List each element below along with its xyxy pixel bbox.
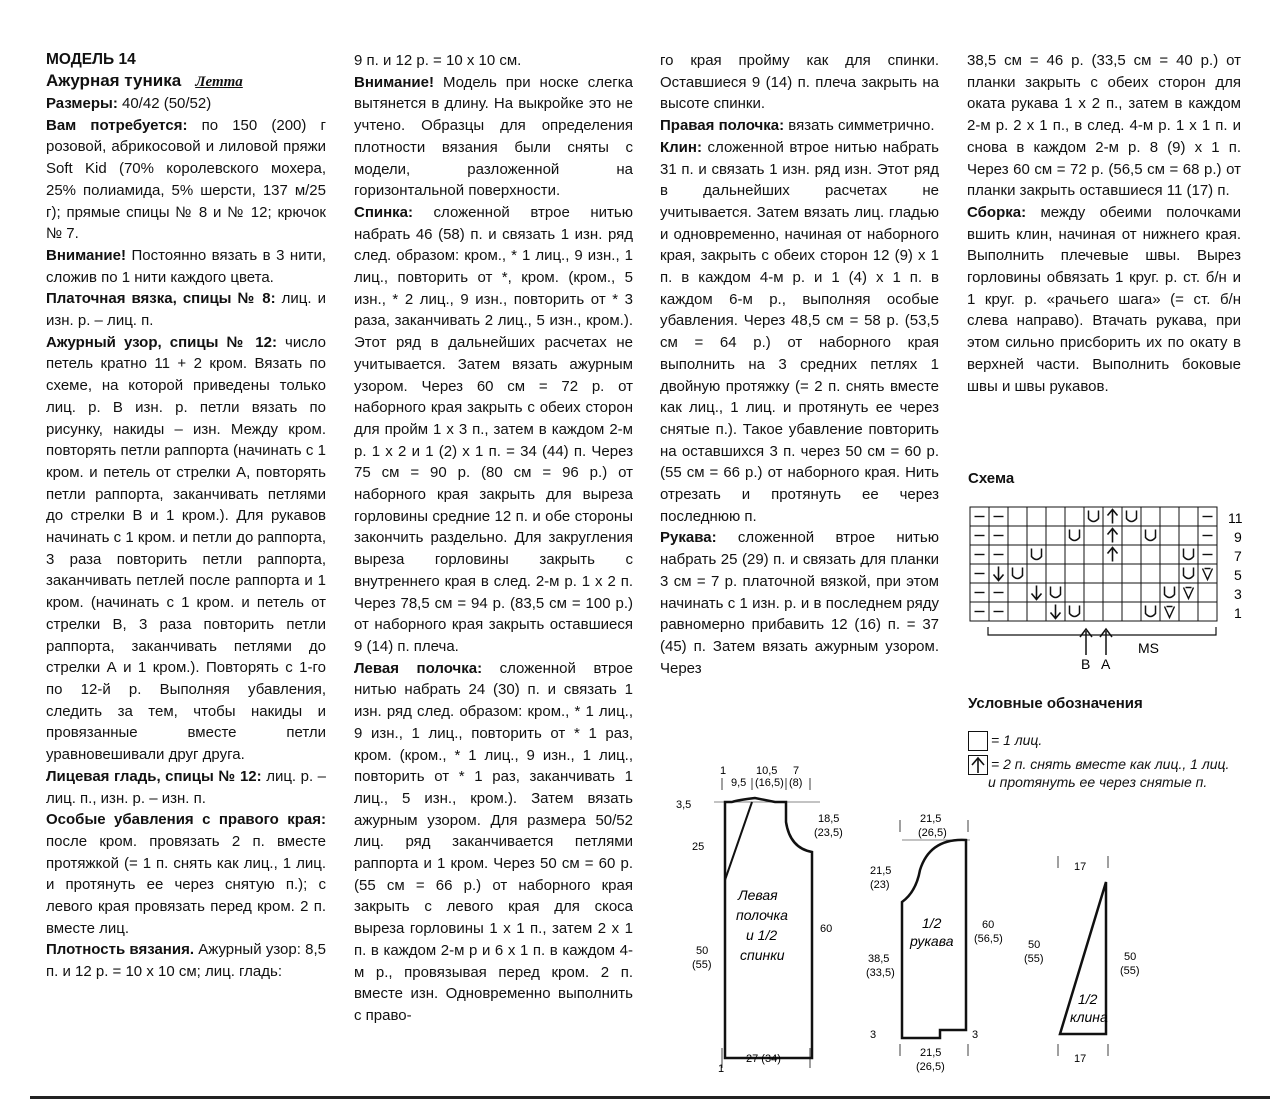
col1-paragraph [46,939,326,982]
section-text: после кром. провязать 2 п. вместе протяжкой (= 1 п. снять как лиц., 1 лиц. и протянуть ее через снятую п.); с левого края провязать перед кром. 2 п. вместе лиц. [46,832,326,937]
row-number-1: 1 [1234,605,1242,621]
sleeve-dim-top-26: (26,5) [918,827,947,839]
chart-cell [1027,507,1046,526]
chart-cell [1084,602,1103,621]
yarn-over-symbol [1184,568,1194,579]
chart-cell [1103,583,1122,602]
front-label-1: Левая [738,887,778,903]
column-2 [354,50,633,1027]
chart-cell [1160,545,1179,564]
section-heading: Правая полочка: [660,117,785,135]
col2-paragraph [354,50,633,72]
chart-cell [1084,507,1103,526]
col1-paragraph [46,332,326,766]
col3-paragraph [660,137,939,528]
section-text: вязать симметрично. [784,117,935,135]
chart-cell [1008,583,1027,602]
section-heading: Ажурный узор, спицы № 12: [46,333,277,351]
front-label-4: спинки [740,947,785,963]
front-dim-top-3: 10,5 [756,765,778,777]
chart-cell [1084,526,1103,545]
chart-cell [1160,564,1179,583]
section-heading: Лицевая гладь, спицы № 12: [46,767,262,785]
front-dim-bottom-1: 1 [718,1063,725,1075]
chart-cell [1141,583,1160,602]
sleeve-dim-left-3: 3 [870,1029,877,1041]
gore-dim-left-50: 50 [1028,939,1041,951]
page-bottom-rule [30,1096,1270,1099]
title-text: Ажурная туника [46,71,182,90]
col3-paragraph [660,50,939,115]
double-decrease-symbol [1108,529,1118,543]
sleeve-dim-right-3: 3 [972,1029,979,1041]
section-text: между обеими полочками вшить клин, начиная от нижнего края. Выполнить плечевые швы. Вырез горловины обвязать 1 круг. р. ст. б/н и 1 круг. р. «рачьего шага» (= ст. б/н слева направо). Втачать рукава, при этом сильно присборить их по окату в верхней части. Выполнить боковые швы и швы рукавов. [967,203,1241,395]
sleeve-dim-left-21: 21,5 [870,865,892,877]
chart-cell [1103,602,1122,621]
col3-paragraph [660,115,939,137]
front-dim-top-2: 9,5 [731,777,747,789]
chart-cell [1179,564,1198,583]
front-dim-right-23: (23,5) [814,827,843,839]
gore-dim-left-55: (55) [1024,953,1044,965]
arrow-b-mark [1080,629,1092,655]
legend-title: Условные обозначения [968,695,1143,712]
section-heading: Рукава: [660,529,717,547]
col2-paragraph [354,658,633,1027]
front-dim-left-55: (55) [692,959,712,971]
row-number-7: 7 [1234,548,1242,564]
arrow-a-mark [1100,629,1112,655]
rapport-label: MS [1138,640,1159,656]
section-text: сложенной втрое нитью набрать 25 (29) п. и связать для планки 3 см = 7 р. платочной вязкой, при этом начинать с 1 изн. р. и в последнем ряду равномерно прибавить 12 (16) п. = 37 (45) п. Затем вязать ажурным узором. Через [660,529,939,677]
row-number-11: 11 [1228,510,1243,526]
chart-cell [1179,507,1198,526]
sleeve-dim-left-23: (23) [870,879,890,891]
chart-cell [1122,507,1141,526]
yarn-over-symbol [1184,549,1194,560]
column-3 [660,50,939,679]
chart-cell [1008,526,1027,545]
chart-cell [1046,583,1065,602]
chart-cell [1160,526,1179,545]
chart-cell [1008,602,1027,621]
chart-cell [1008,507,1027,526]
chart-cell [1122,602,1141,621]
column-1 [46,50,326,983]
section-heading: Клин: [660,138,702,156]
chart-cell [1198,602,1217,621]
col2-paragraph [354,202,633,658]
decrease-symbol [1032,586,1042,600]
legend-item-decrease-2: и протянуть ее через снятые п. [988,774,1208,790]
chart-cell [1122,583,1141,602]
chart-cell [1122,545,1141,564]
front-label-3: и 1/2 [746,927,778,943]
chart-cell [1084,583,1103,602]
chart-row-numbers [1228,510,1243,621]
section-text: Ажурный узор: 8,5 п. и 12 р. = 10 х 10 см; лиц. гладь: [46,941,326,981]
chart-cell [1065,564,1084,583]
sleeve-piece [866,813,1003,1073]
chart-cell [1141,545,1160,564]
front-dim-top-4b: (8) [789,777,803,789]
front-dim-left-25: 25 [692,841,705,853]
col1-paragraph [46,93,326,115]
chart-cell [1141,564,1160,583]
front-dim-left-50: 50 [696,945,709,957]
col1-paragraph [46,809,326,939]
sleeve-dim-left-38: 38,5 [868,953,890,965]
decrease-symbol [1051,605,1061,619]
chart-cell [1046,507,1065,526]
yarn-over-symbol [1032,549,1042,560]
arrow-b-label: B [1081,656,1091,672]
col3-body [660,50,939,679]
left-decrease-symbol [1165,607,1175,618]
chart-cell [1141,507,1160,526]
section-text: 38,5 см = 46 р. (33,5 см = 40 р.) от планки закрыть с обеих сторон для оката рукава 1 х 2 п., затем в каждом 2-м р. 2 х 1 п., в след. 4-м р. 1 х 1 п. и снова в каждом 2-м р. 8 (9) х 1 п. Через 60 см = 72 р. (56,5 см = 68 р.) от планки закрыть оставшиеся 11 (17) п. [967,52,1241,200]
section-text: сложенной втрое нитью набрать 46 (58) п. и связать 1 изн. ряд след. образом: кром., * 1 лиц., 9 изн., 1 лиц., повторить от *, кром. (кром., 5 изн., * 2 лиц., 9 изн., повторить от * 3 раза, заканчивать 2 лиц., 5 изн., кром.). Этот ряд в дальнейших расчетах не учитывается. Затем вязать ажурным узором. Через 60 см = 72 р. от наборного края закрыть с обеих сторон для пройм 1 х 3 п., затем в каждом 2-м р. 1 х 2 и 1 (2) х 1 п. = 34 (44) п. Через 75 см = 90 р. (80 см = 96 р.) от наборного края закрыть для выреза горловины средние 12 п. и обе стороны закончить раздельно. Для закругления выреза горловины закрыть с внутреннего края в след. 2-м р. 1 х 2 п. Через 78,5 см = 94 р. (83,5 см = 100 р.) от наборного края закрыть оставшиеся 9 (14) п. плеча. [354,203,633,655]
col3-paragraph [660,527,939,679]
chart-cell [1046,526,1065,545]
chart-cell [1198,583,1217,602]
yarn-over-symbol [1146,530,1156,541]
left-decrease-symbol [1203,569,1213,580]
front-dim-top-3b: (16,5) [755,777,784,789]
double-decrease-symbol [1108,548,1118,562]
gore-dim-right-55: (55) [1120,965,1140,977]
chart-cell [1122,526,1141,545]
section-heading: Спинка: [354,203,414,221]
sleeve-dim-bottom-26: (26,5) [916,1061,945,1073]
chart-cell [1027,526,1046,545]
col1-paragraph [46,245,326,288]
col1-paragraph [46,766,326,809]
sleeve-label-2: рукава [910,933,954,949]
gore-label-1: 1/2 [1078,991,1098,1007]
front-dim-left-top: 3,5 [676,799,692,811]
sleeve-label-1: 1/2 [922,915,942,931]
front-dim-top-1: 1 [720,765,727,777]
front-dim-right-60: 60 [820,923,833,935]
author-signature: Летта [195,74,243,90]
yarn-over-symbol [1070,530,1080,541]
section-heading: Внимание! [354,73,434,91]
section-text: Постоянно вязать в 3 нити, сложив по 1 нити каждого цвета. [46,246,326,286]
gore-label-2: клина [1070,1009,1108,1025]
legend-item-decrease-1: = 2 п. снять вместе как лиц., 1 лиц. [991,756,1230,772]
legend-item-knit: = 1 лиц. [991,732,1043,748]
yarn-over-symbol [1146,606,1156,617]
section-text: го края пройму как для спинки. Оставшиеся 9 (14) п. плеча закрыть на высоте спинки. [660,52,939,113]
chart-cell [1027,602,1046,621]
chart-cell [1027,564,1046,583]
chart-cell [1179,545,1198,564]
section-heading: Вам потребуется: [46,116,188,134]
chart-cell [1103,564,1122,583]
section-heading: Левая полочка: [354,659,483,677]
sleeve-dim-right-56: (56,5) [974,933,1003,945]
front-dim-right-18: 18,5 [818,813,840,825]
section-text: лиц. р. – лиц. п., изн. р. – изн. п. [46,767,327,807]
scheme-title: Схема [968,470,1015,487]
front-dim-top-4: 7 [793,765,800,777]
chart-cell [1122,564,1141,583]
section-text: число петель кратно 11 + 2 кром. Вязать по схеме, на которой приведены только лиц. р. В изн. р. петли вязать по рисунку, накиды – изн. Между кром. повторять петли раппорта (начинать с 1 кром. и петель от стрелки А, повторять петли раппорта, заканчивать петлями до стрелки В и 1 кром.). Для рукавов начинать с 1 кром. и петли до раппорта, 3 раза повторить петли раппорта, заканчивать петлей после раппорта и 1 кром. (начинать с 1 кром. и петель от стрелки В, 3 раза повторить петли раппорта, заканчивать петлями до стрелки А и 1 кром.). Повторять с 1-го по 12-й р. Выполняя убавления, следить за тем, чтобы накиды и провязанные вместе петли уравновешивали друг друга. [46,333,327,764]
chart-cell [1141,602,1160,621]
section-heading: Внимание! [46,246,126,264]
chart-cell [1179,526,1198,545]
left-decrease-symbol [1184,588,1194,599]
pattern-diagram [670,760,1190,1080]
chart-cell [1008,545,1027,564]
section-heading: Сборка: [967,203,1027,221]
gore-dim-bottom-17: 17 [1074,1053,1087,1065]
gore-dim-right-50: 50 [1124,951,1137,963]
front-label-2: полочка [736,907,788,923]
yarn-over-symbol [1070,606,1080,617]
chart-cell [1065,602,1084,621]
arrow-a-label: A [1101,656,1111,672]
chart-cell [1160,507,1179,526]
row-number-3: 3 [1234,586,1242,602]
section-text: 40/42 (50/52) [117,95,212,112]
section-text: 9 п. и 12 р. = 10 х 10 см. [354,52,522,69]
col1-body [46,93,326,983]
yarn-over-symbol [1089,511,1099,522]
model-number: МОДЕЛЬ 14 [46,51,136,68]
chart-cell [1141,526,1160,545]
gore-dim-top-17: 17 [1074,861,1087,873]
column-4 [967,50,1241,397]
yarn-over-symbol [1051,587,1061,598]
sleeve-dim-bottom-21: 21,5 [920,1047,942,1059]
col4-body [967,50,1241,397]
sleeve-dim-left-33: (33,5) [866,967,895,979]
row-number-9: 9 [1234,529,1242,545]
section-text: Модель при носке слегка вытянется в длину. На выкройке это не учтено. Образцы для определения плотности вязания были сняты с модели, разложенной на горизонтальной поверхности. [354,73,633,200]
col2-body [354,50,633,1027]
model-title [46,70,326,93]
chart-cell [1065,583,1084,602]
section-text: лиц. и изн. р. – лиц. п. [46,290,326,330]
chart-cell [1084,545,1103,564]
col1-paragraph [46,115,326,245]
chart-cell [1065,507,1084,526]
section-text: сложенной втрое нитью набрать 24 (30) п. и связать 1 изн. ряд след. образом: кром., * 1 лиц., 9 изн., 1 лиц., повторить от * 1 раз, кром. (кром., * 1 лиц., 9 изн., 1 лиц., повторить от * 1 раз, заканчивать 1 лиц., 5 изн., кром.). Затем вязать ажурным узором. Для размера 50/52 лиц. ряд заканчивается петлями раппорта и 1 кром. Через 50 см = 60 р. (55 см = 66 р.) от наборного края закрыть с левого края для скоса выреза горловины 1 х 1 п., затем 2 х 1 п. в каждом 2-м р и 6 х 1 п. в каждом 4-м р., провязывая перед кром. 2 п. вместе изн. Одновременно выполнить с право- [354,659,633,1024]
gore-piece [1024,856,1140,1065]
chart-cell [1046,545,1065,564]
chart-grid [970,507,1217,621]
chart-cell [1065,545,1084,564]
chart-cell [1046,564,1065,583]
sleeve-dim-right-60: 60 [982,919,995,931]
section-heading: Размеры: [46,95,118,112]
section-heading: Плотность вязания. [46,941,195,959]
chart-cell [1008,564,1027,583]
yarn-over-symbol [1127,511,1137,522]
yarn-over-symbol [1165,587,1175,598]
section-heading: Платочная вязка, спицы № 8: [46,290,276,308]
col4-paragraph [967,50,1241,202]
front-dim-bottom-27: 27 (34) [746,1053,781,1065]
decrease-symbol [994,567,1004,581]
double-decrease-symbol [1108,510,1118,524]
section-text: сложенной втрое нитью набрать 31 п. и связать 1 изн. ряд изн. Этот ряд в дальнейших расчетах не учитывается. Затем вязать лиц. гладью и одновременно, начиная от наборного края, закрыть с обеих сторон 12 (9) х 1 п. в каждом 4-м р. и 1 (4) х 1 п. в каждом 6-м р., выполняя особые убавления. Через 48,5 см = 58 р. (53,5 см = 64 р.) от наборного края выполнить на 3 средних петлях 1 двойную протяжку (= 2 п. снять вместе как лиц., 1 лиц. и протянуть ее через снятые п.). Такое убавление повторить на оставшихся 3 п. через 50 см = 60 р. (55 см = 66 р.) от наборного края. Нить отрезать и протянуть ее через последнюю п. [660,138,939,525]
chart-cell [1065,526,1084,545]
front-piece [676,765,843,1075]
section-heading: Особые убавления с правого края: [46,811,326,829]
yarn-over-symbol [1013,568,1023,579]
col1-paragraph [46,288,326,331]
row-number-5: 5 [1234,567,1242,583]
chart-cell [1084,564,1103,583]
chart-cell [1027,545,1046,564]
col4-paragraph [967,202,1241,397]
sleeve-dim-top-21: 21,5 [920,813,942,825]
section-text: по 150 (200) г розовой, абрикосовой и лиловой пряжи Soft Kid (70% королевского мохера, 25% полиамида, 5% шерсти, 137 м/25 г); прямые спицы № 8 и № 12; крючок № 7. [46,116,326,243]
legend-knit-box [968,731,988,751]
chart-cell [1160,583,1179,602]
chart-cell [1179,602,1198,621]
col2-paragraph [354,72,633,202]
knitting-chart [968,505,1258,675]
